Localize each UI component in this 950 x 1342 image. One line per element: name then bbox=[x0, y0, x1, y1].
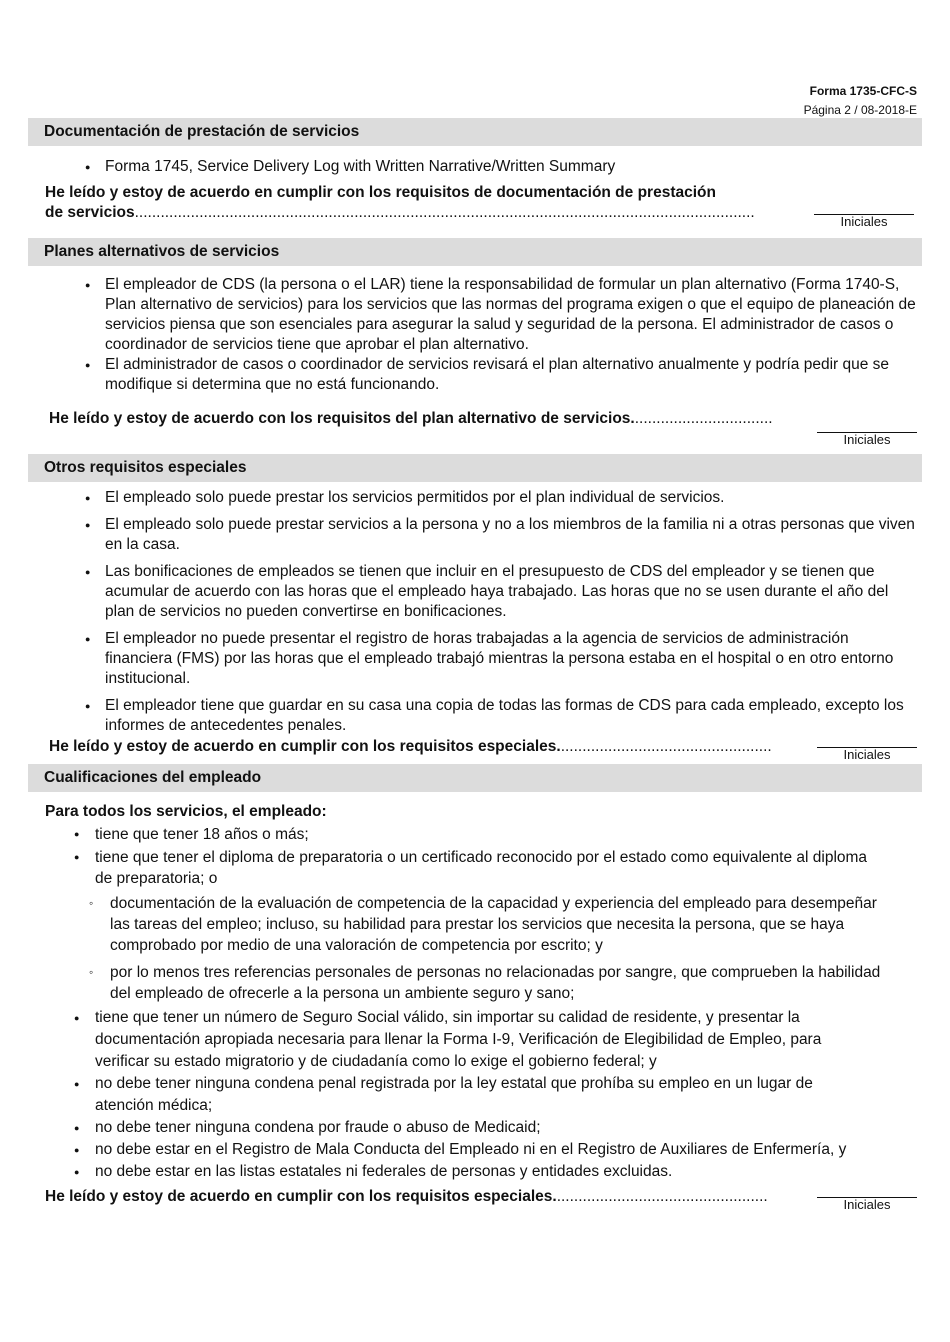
section-header-qualifications: Cualificaciones del empleado bbox=[28, 764, 922, 792]
section-header-documentation: Documentación de prestación de servicios bbox=[28, 118, 922, 146]
list-item: ● no debe estar en las listas estatales ni federales de personas y entidades excluidas. bbox=[71, 1161, 871, 1183]
list-item: ● no debe estar en el Registro de Mala Conducta del Empleado ni en el Registro de Auxiliares de Enfermería, y bbox=[71, 1139, 871, 1161]
list-item: ● El empleador tiene que guardar en su casa una copia de todas las formas de CDS para cada empleado, excepto los informes de antecedentes penales. bbox=[82, 696, 917, 736]
page-number: Página 2 / 08-2018-E bbox=[803, 103, 917, 117]
list-item: ◦ por lo menos tres referencias personales de personas no relacionadas por sangre, que comprueben la habilidad del empleado de ofrecerle a la persona un ambiente seguro y sano; bbox=[86, 962, 886, 1004]
documentation-initials-field[interactable]: Iniciales bbox=[814, 214, 914, 229]
list-item: ● Forma 1745, Service Delivery Log with Written Narrative/Written Summary bbox=[82, 157, 902, 177]
documentation-ack-statement: He leído y estoy de acuerdo en cumplir con los requisitos de documentación de prestación de servicios................................................................................................................................................ bbox=[45, 184, 755, 221]
list-item: ● tiene que tener el diploma de preparatoria o un certificado reconocido por el estado como equivalente al diploma de preparatoria; o bbox=[71, 847, 871, 889]
list-item: ● tiene que tener 18 años o más; bbox=[71, 824, 871, 845]
list-item: ● El administrador de casos o coordinador de servicios revisará el plan alternativo anualmente y podría pedir que se modifique si determina que no está funcionando. bbox=[82, 355, 917, 395]
list-item: ● tiene que tener un número de Seguro Social válido, sin importar su calidad de residente, y presentar la documentación apropiada necesaria para llenar la Forma I-9, Verificación de Elegibilidad de Empleo, para verificar su estado migratorio y de ciudadanía como lo exige el gobierno federal; y bbox=[71, 1007, 871, 1073]
list-item: ● Las bonificaciones de empleados se tienen que incluir en el presupuesto de CDS del empleador y se tienen que acumular de acuerdo con las horas que el empleado haya trabajado. Las horas que no se usen durante el año del plan de servicios no pueden convertirse en bonificaciones. bbox=[82, 562, 917, 622]
backup-plans-list bbox=[82, 275, 917, 395]
list-item: ● El empleado solo puede prestar los servicios permitidos por el plan individual de servicios. bbox=[82, 488, 917, 508]
special-requirements-initials-field[interactable]: Iniciales bbox=[817, 747, 917, 762]
form-number: Forma 1735-CFC-S bbox=[809, 84, 917, 98]
qualifications-sublist bbox=[86, 893, 886, 1010]
special-requirements-list bbox=[82, 488, 917, 743]
list-item: ● El empleado solo puede prestar servicios a la persona y no a los miembros de la familia ni a otras personas que viven en la casa. bbox=[82, 515, 917, 555]
list-item: ◦ documentación de la evaluación de competencia de la capacidad y experiencia del empleado para desempeñar las tareas del empleo; incluso, su habilidad para prestar los servicios que necesita la persona, que se haya comprobado por medio de una valoración de competencia por escrito; y bbox=[86, 893, 886, 956]
qualifications-list-b bbox=[71, 1007, 871, 1183]
list-item: ● El empleador no puede presentar el registro de horas trabajadas a la agencia de servicios de administración financiera (FMS) por las horas que el empleado trabajó mientras la persona estaba en el hospital o en otro entorno institucional. bbox=[82, 629, 917, 689]
list-item: ● no debe tener ninguna condena por fraude o abuso de Medicaid; bbox=[71, 1117, 871, 1139]
section-header-backup-plans: Planes alternativos de servicios bbox=[28, 238, 922, 266]
list-item: ● no debe tener ninguna condena penal registrada por la ley estatal que prohíba su empleo en un lugar de atención médica; bbox=[71, 1073, 871, 1117]
qualifications-initials-field[interactable]: Iniciales bbox=[817, 1197, 917, 1212]
qualifications-list-a bbox=[71, 824, 871, 889]
special-requirements-ack-statement: He leído y estoy de acuerdo en cumplir con los requisitos especiales.................................................. bbox=[49, 738, 772, 755]
documentation-list bbox=[82, 157, 902, 177]
qualifications-intro: Para todos los servicios, el empleado: bbox=[45, 803, 327, 820]
qualifications-ack-statement: He leído y estoy de acuerdo en cumplir con los requisitos especiales.................................................. bbox=[45, 1188, 768, 1205]
section-header-special-requirements: Otros requisitos especiales bbox=[28, 454, 922, 482]
backup-plans-initials-field[interactable]: Iniciales bbox=[817, 432, 917, 447]
backup-plans-ack-statement: He leído y estoy de acuerdo con los requisitos del plan alternativo de servicios................................. bbox=[49, 410, 773, 427]
list-item: ● El empleador de CDS (la persona o el LAR) tiene la responsabilidad de formular un plan alternativo (Forma 1740-S, Plan alternativo de servicios) para los servicios que las normas del programa exigen o que el equipo de planeación de servicios piensa que son esenciales para asegurar la salud y seguridad de la persona. El administrador de casos o coordinador de servicios tiene que aprobar el plan alternativo. bbox=[82, 275, 917, 355]
